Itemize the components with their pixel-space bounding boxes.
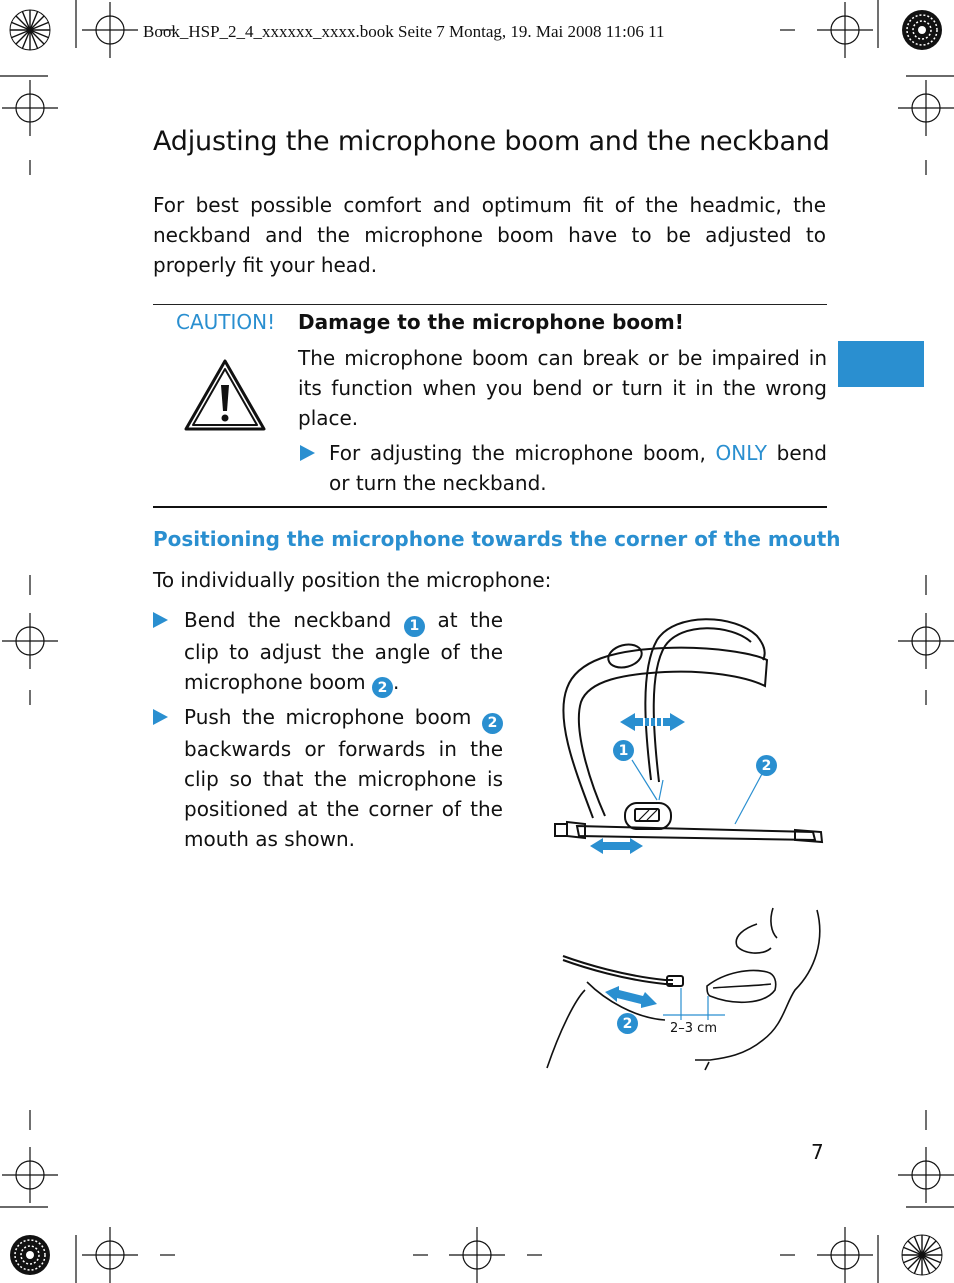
print-header: Book_HSP_2_4_xxxxxx_xxxx.book Seite 7 Montag, 19. Mai 2008 11:06 11 bbox=[143, 22, 665, 41]
starburst-mark-bottom-right bbox=[902, 1235, 942, 1275]
caution-bottom-rule bbox=[153, 506, 827, 508]
callout-2-badge: 2 bbox=[482, 713, 503, 734]
starburst-mark-bottom-left bbox=[10, 1235, 50, 1275]
caution-step-emphasis: ONLY bbox=[715, 441, 767, 465]
crosshair-mark-top-right-b bbox=[898, 80, 954, 136]
step1-text-a: Bend the neckband bbox=[184, 608, 392, 632]
bullet-arrow-icon bbox=[300, 445, 315, 461]
warning-triangle-icon bbox=[182, 357, 268, 433]
crosshair-mark-mid-left bbox=[2, 613, 58, 669]
crosshair-mark-top-left-a bbox=[82, 2, 138, 58]
section-heading: Positioning the microphone towards the corner of the mouth bbox=[153, 527, 841, 551]
caution-instruction bbox=[298, 438, 827, 498]
callout-1-badge: 1 bbox=[404, 616, 425, 637]
page-title: Adjusting the microphone boom and the neckband bbox=[153, 126, 830, 157]
crosshair-mark-bottom-center bbox=[449, 1227, 505, 1283]
bullet-arrow-icon bbox=[153, 709, 168, 725]
instruction-step-1 bbox=[153, 605, 503, 698]
section-lead: To individually position the microphone: bbox=[153, 568, 552, 592]
step2-text-b: backwards or forwards in the clip so that the microphone is positioned at the corner of the mouth as shown. bbox=[184, 736, 503, 851]
chapter-tab-marker bbox=[838, 341, 924, 387]
crosshair-mark-bottom-left-b bbox=[82, 1227, 138, 1283]
instruction-step-2 bbox=[153, 702, 503, 854]
headset-illustration bbox=[545, 610, 835, 860]
starburst-mark-top-right bbox=[902, 10, 942, 50]
figure-callout-2-face: 2 bbox=[617, 1013, 638, 1034]
crosshair-mark-bottom-right-b bbox=[817, 1227, 873, 1283]
face-illustration bbox=[545, 900, 835, 1080]
caution-body: The microphone boom can break or be impaired in its function when you bend or turn it in the wrong place. bbox=[298, 346, 827, 430]
figure-callout-1: 1 bbox=[613, 740, 634, 761]
caution-step-text-pre: For adjusting the microphone boom, bbox=[329, 441, 706, 465]
figure-callout-2: 2 bbox=[756, 755, 777, 776]
distance-label: 2–3 cm bbox=[670, 1021, 717, 1036]
bullet-arrow-icon bbox=[153, 612, 168, 628]
step1-text-c: . bbox=[393, 669, 400, 694]
step2-text-a: Push the microphone boom bbox=[184, 705, 472, 729]
callout-2-badge: 2 bbox=[372, 677, 393, 698]
starburst-mark-top-left bbox=[10, 10, 50, 50]
crosshair-mark-bottom-left-a bbox=[2, 1147, 58, 1203]
caution-title: Damage to the microphone boom! bbox=[298, 310, 684, 334]
intro-paragraph: For best possible comfort and optimum fit of the headmic, the neckband and the microphone boom have to be adjusted to properly fit your head. bbox=[153, 193, 826, 277]
step1-text-b: at the clip to adjust the angle of the microphone boom bbox=[184, 608, 503, 694]
page-number: 7 bbox=[811, 1140, 824, 1164]
crosshair-mark-mid-right bbox=[898, 613, 954, 669]
crosshair-mark-bottom-right-a bbox=[898, 1147, 954, 1203]
crosshair-mark-top-left-b bbox=[2, 80, 58, 136]
caution-top-rule bbox=[153, 304, 827, 305]
caution-step-text-post: bend or turn the neckband. bbox=[329, 441, 827, 495]
caution-label: CAUTION! bbox=[176, 310, 276, 334]
crosshair-mark-top-right-a bbox=[817, 2, 873, 58]
